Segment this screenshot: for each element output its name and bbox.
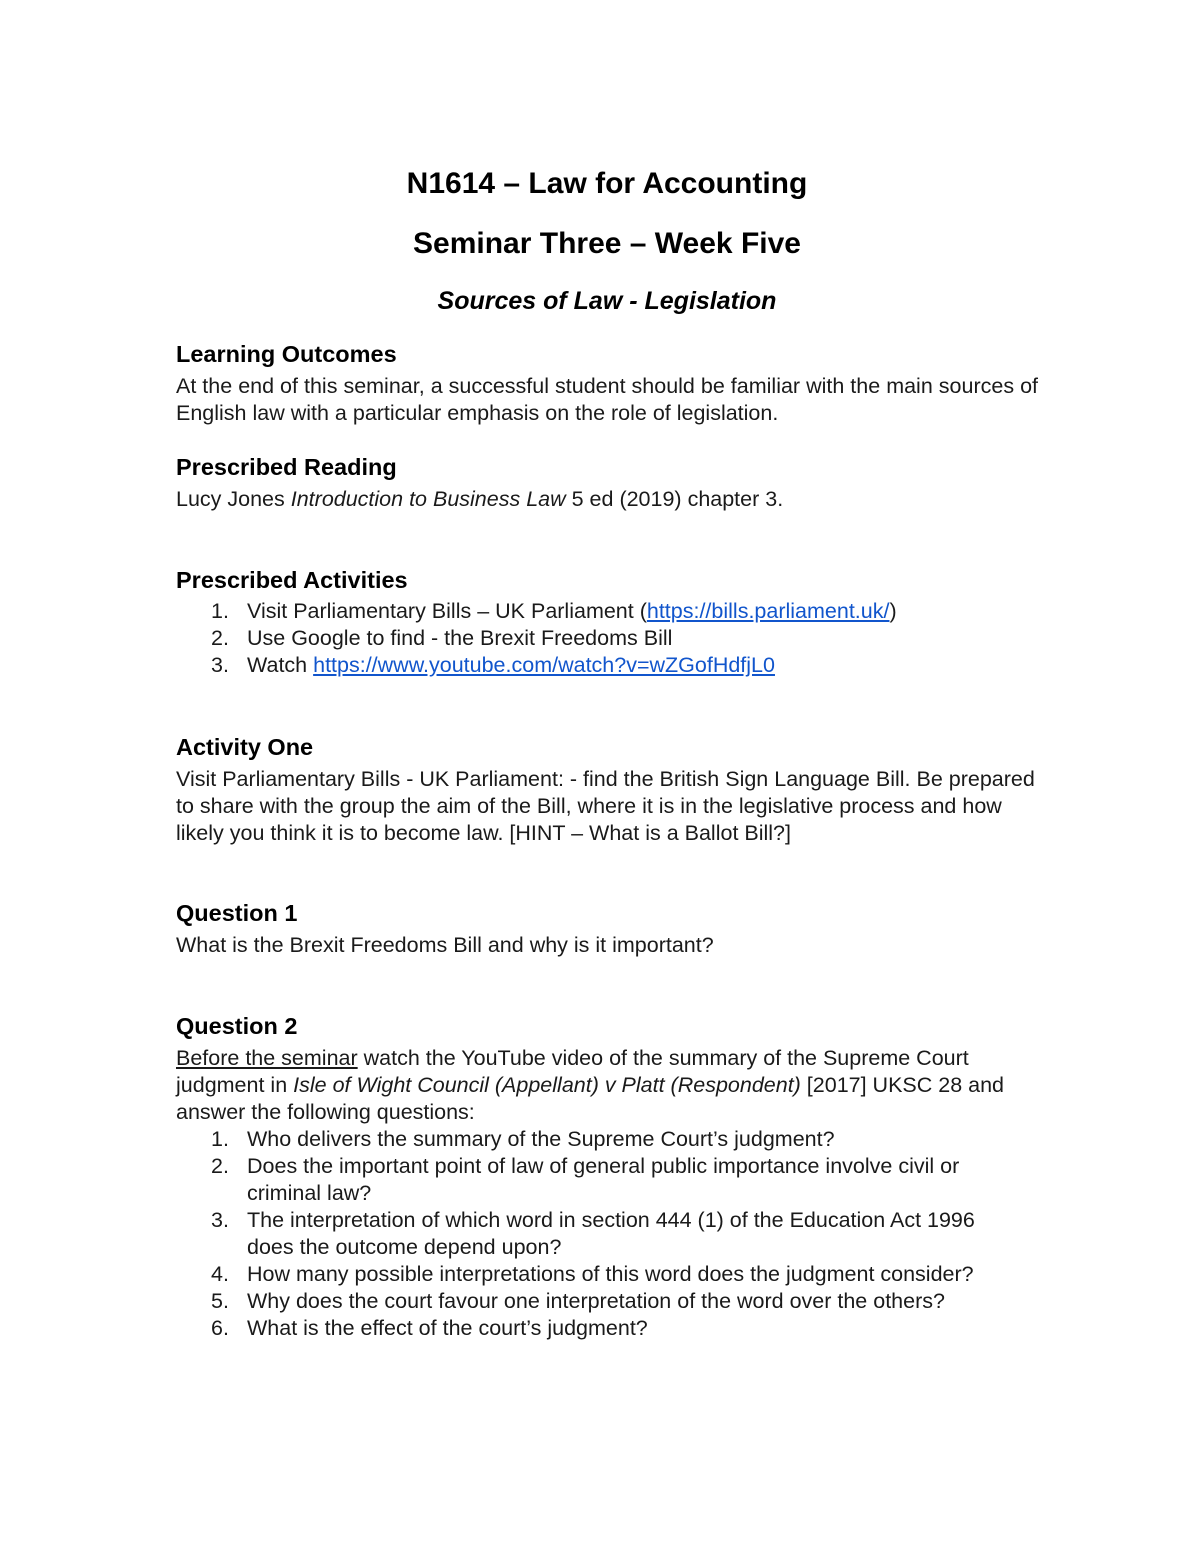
- list-item-text: Use Google to find - the Brexit Freedoms Bill: [247, 626, 673, 650]
- question-2-heading: Question 2: [176, 1013, 298, 1039]
- list-number: 3.: [211, 1208, 229, 1232]
- list-number: 1.: [211, 1127, 229, 1151]
- prescribed-activities-section: [176, 566, 1038, 679]
- question-2-list: [176, 1126, 986, 1342]
- course-title: N1614 – Law for Accounting: [406, 167, 808, 200]
- reading-author: Lucy Jones: [176, 487, 285, 511]
- list-number: 2.: [211, 1154, 229, 1178]
- list-number: 2.: [211, 626, 229, 650]
- document-page: [176, 0, 1038, 1553]
- question-1-text: What is the Brexit Freedoms Bill and why is it important?: [176, 933, 714, 957]
- list-item: [176, 1288, 986, 1315]
- list-number: 4.: [211, 1262, 229, 1286]
- prescribed-reading-text: [176, 486, 1038, 513]
- youtube-video-link[interactable]: https://www.youtube.com/watch?v=wZGofHdfjL0: [313, 653, 775, 677]
- list-item: [176, 598, 1038, 625]
- question-2-section: [176, 1012, 1038, 1342]
- list-number: 6.: [211, 1316, 229, 1340]
- activity-one-section: [176, 733, 1038, 847]
- parliament-bills-link[interactable]: https://bills.parliament.uk/: [646, 599, 890, 623]
- list-item: [176, 1315, 986, 1342]
- learning-outcomes-heading: Learning Outcomes: [176, 341, 397, 367]
- list-item-text: ): [889, 599, 897, 623]
- reading-details: 5 ed (2019) chapter 3.: [571, 487, 784, 511]
- question-2-intro-text: watch the YouTube video of the summary of the Supreme Court judgment in: [176, 1046, 969, 1097]
- list-item: [176, 1261, 986, 1288]
- prescribed-activities-heading: Prescribed Activities: [176, 567, 408, 593]
- list-item-text: Watch: [247, 653, 314, 677]
- list-item-text: Why does the court favour one interpretation of the word over the others?: [247, 1289, 945, 1313]
- list-item-text: Who delivers the summary of the Supreme Court’s judgment?: [247, 1127, 835, 1151]
- list-number: 5.: [211, 1289, 229, 1313]
- prescribed-activities-list: [176, 598, 1038, 679]
- case-citation: [2017] UKSC 28 and answer the following questions:: [176, 1073, 1005, 1124]
- question-2-intro: [176, 1045, 1016, 1126]
- list-item-text: The interpretation of which word in section 444 (1) of the Education Act 1996 does the outcome depend upon?: [247, 1208, 975, 1259]
- before-seminar-text: Before the seminar: [176, 1046, 358, 1070]
- list-item: [176, 652, 1038, 679]
- case-name: Isle of Wight Council (Appellant) v Platt (Respondent): [293, 1073, 801, 1097]
- list-number: 1.: [211, 599, 229, 623]
- prescribed-reading-heading: Prescribed Reading: [176, 454, 397, 480]
- learning-outcomes-text: At the end of this seminar, a successful student should be familiar with the main sources of English law with a particular emphasis on the role of legislation.: [176, 374, 1038, 425]
- list-item: [176, 1126, 986, 1153]
- list-item-text: What is the effect of the court’s judgment?: [247, 1316, 648, 1340]
- question-1-section: [176, 899, 1038, 959]
- seminar-title: Seminar Three – Week Five: [413, 227, 801, 260]
- activity-one-heading: Activity One: [176, 734, 314, 760]
- learning-outcomes-section: [176, 340, 1038, 427]
- list-item: [176, 1153, 986, 1207]
- list-item: [176, 1207, 986, 1261]
- prescribed-reading-section: [176, 453, 1038, 513]
- list-number: 3.: [211, 653, 229, 677]
- list-item-text: How many possible interpretations of this word does the judgment consider?: [247, 1262, 974, 1286]
- list-item-text: Does the important point of law of general public importance involve civil or criminal law?: [247, 1154, 960, 1205]
- activity-one-text: Visit Parliamentary Bills - UK Parliament: - find the British Sign Language Bill. Be prepared to share with the group the aim of the Bill, where it is in the legislative process and how likely you think it is to become law. [HINT – What is a Ballot Bill?]: [176, 767, 1035, 845]
- reading-book-title: Introduction to Business Law: [290, 487, 566, 511]
- list-item-text: Visit Parliamentary Bills – UK Parliament (: [247, 599, 647, 623]
- list-item: [176, 625, 1038, 652]
- topic-title: Sources of Law - Legislation: [437, 287, 777, 315]
- question-1-heading: Question 1: [176, 900, 298, 926]
